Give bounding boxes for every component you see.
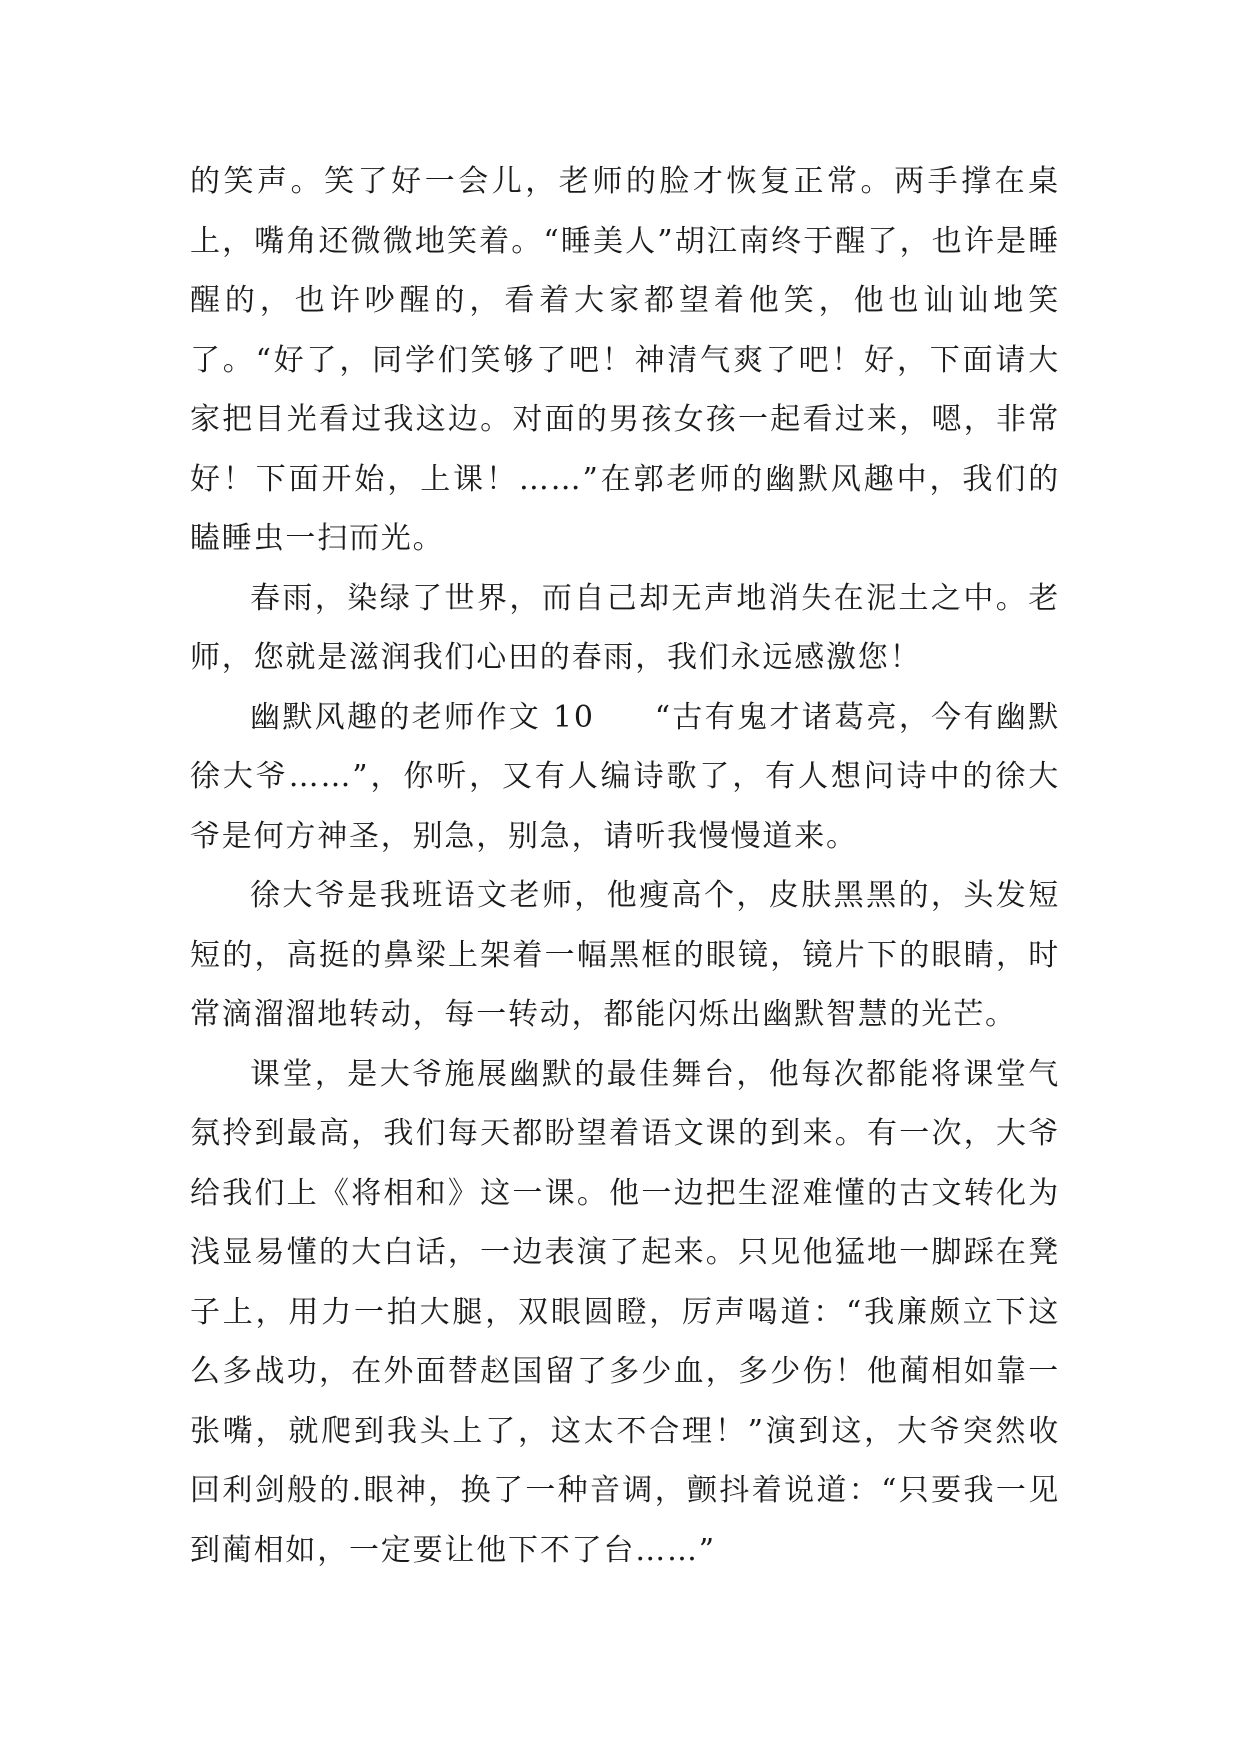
essay-body — [190, 152, 1060, 1580]
essay-title: 幽默风趣的老师作文 10 — [250, 699, 595, 735]
paragraph-5: 课堂，是大爷施展幽默的最佳舞台，他每次都能将课堂气氛拎到最高，我们每天都盼望着语文课的到来。有一次，大爷给我们上《将相和》这一课。他一边把生涩难懂的古文转化为浅显易懂的大白话，一边表演了起来。只见他猛地一脚踩在凳子上，用力一拍大腿，双眼圆瞪，厉声喝道：“我廉颇立下这么多战功，在外面替赵国留了多少血，多少伤！他蔺相如靠一张嘴，就爬到我头上了，这太不合理！”演到这，大爷突然收回利剑般的.眼神，换了一种音调，颤抖着说道：“只要我一见到蔺相如，一定要让他下不了台……” — [190, 1056, 1060, 1568]
paragraph-2: 春雨，染绿了世界，而自己却无声地消失在泥土之中。老师，您就是滋润我们心田的春雨，我们永远感激您！ — [190, 580, 1060, 675]
paragraph-3 — [190, 688, 1060, 867]
paragraph-1: 的笑声。笑了好一会儿，老师的脸才恢复正常。两手撑在桌上，嘴角还微微地笑着。“睡美人”胡江南终于醒了，也许是睡醒的，也许吵醒的，看着大家都望着他笑，他也讪讪地笑了。“好了，同学们笑够了吧！神清气爽了吧！好，下面请大家把目光看过我这边。对面的男孩女孩一起看过来，嗯，非常好！下面开始，上课！……”在郭老师的幽默风趣中，我们的瞌睡虫一扫而光。 — [190, 164, 1060, 556]
paragraph-4: 徐大爷是我班语文老师，他瘦高个，皮肤黑黑的，头发短短的，高挺的鼻梁上架着一幅黑框的眼镜，镜片下的眼睛，时常滴溜溜地转动，每一转动，都能闪烁出幽默智慧的光芒。 — [190, 878, 1060, 1032]
paragraph-3-text: “古有鬼才诸葛亮，今有幽默徐大爷……”，你听，又有人编诗歌了，有人想问诗中的徐大爷是何方神圣，别急，别急，请听我慢慢道来。 — [190, 699, 1060, 854]
